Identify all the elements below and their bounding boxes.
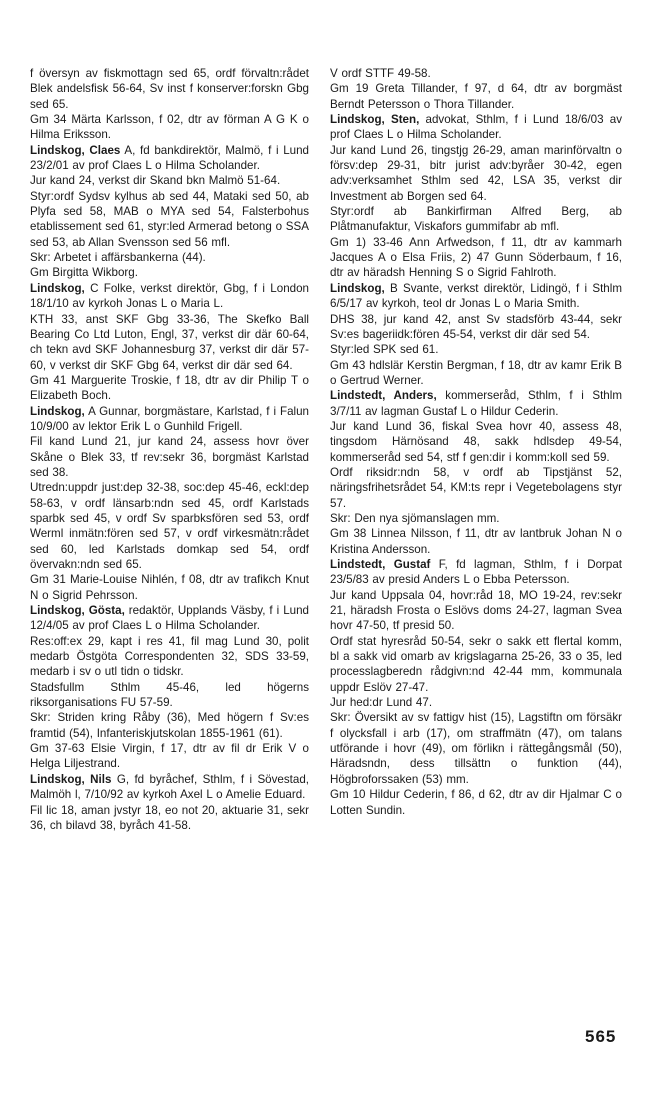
entry-name: Lindskog, bbox=[30, 281, 85, 295]
entry-name: Lindstedt, Anders, bbox=[330, 389, 437, 403]
entry-paragraph bbox=[30, 312, 309, 373]
entry-text: G, fd byråchef, Sthlm, f i Sövestad, Malmöh l, 7/10/92 av kyrkoh Axel L o Amelie Eduard. bbox=[30, 772, 310, 802]
entry-paragraph bbox=[330, 66, 622, 81]
entry-text: Gm 43 hdlslär Kerstin Bergman, f 18, dtr av kamr Erik B o Gertrud Werner. bbox=[330, 358, 622, 387]
page-number: 565 bbox=[585, 1027, 617, 1046]
entry-paragraph bbox=[30, 803, 309, 834]
entry-text: Gm 19 Greta Tillander, f 97, d 64, dtr av borgmäst Berndt Petersson o Thora Tillander. bbox=[330, 82, 622, 111]
entry-text: f översyn av fiskmottagn sed 65, ordf förvaltn:rådet Blek andelsfisk 56-64, Sv inst f konserver:forskn Gbg sed 65. bbox=[30, 67, 309, 111]
entry-text: A Gunnar, borgmästare, Karlstad, f i Falun 10/9/00 av lektor Erik L o Gunhild Frigell. bbox=[30, 404, 309, 433]
entry-text: A, fd bankdirektör, Malmö, f i Lund 23/2/01 av prof Claes L o Hilma Scholander. bbox=[30, 143, 309, 173]
entry-text: Jur kand Lund 36, fiskal Svea hovr 40, assess 48, tingsdom Härnösand 48, sakk hdlsdep 49-54, kommerseråd sed 54, stf f gen:dir i komm:koll sed 59. bbox=[330, 419, 622, 464]
entry-paragraph bbox=[30, 741, 309, 772]
entry-text: Res:off:ex 29, kapt i res 41, fil mag Lund 30, polit medarb Östgöta Correspondenten 32, SDS 33-59, medarb i sv o utl tidn o tidskr. bbox=[30, 634, 309, 679]
entry-text: Gm 1) 33-46 Ann Arfwedson, f 11, dtr av kammarh Jacques A o Elsa Friis, 2) 47 Gunn Söderbaum, f 16, dtr av häradsh Henning S o Sigrid Fahlroth. bbox=[330, 235, 622, 280]
entry-paragraph bbox=[330, 465, 622, 511]
entry-name: Lindskog, bbox=[330, 281, 385, 295]
entry-text: Fil lic 18, aman jvstyr 18, eo not 20, aktuarie 31, sekr 36, ch bilavd 38, byråch 41-58. bbox=[30, 803, 309, 832]
entry-paragraph bbox=[330, 358, 622, 389]
entry-text: Styr:led SPK sed 61. bbox=[330, 343, 439, 357]
entry-paragraph bbox=[330, 204, 622, 235]
entry-paragraph bbox=[330, 526, 622, 557]
left-column bbox=[30, 66, 309, 833]
entry-text: Gm 38 Linnea Nilsson, f 11, dtr av lantbruk Johan N o Kristina Andersson. bbox=[330, 527, 622, 556]
entry-text: Jur kand Lund 26, tingstjg 26-29, aman marinförvaltn o försv:dep 29-31, bitr jurist adv:byråer 30-42, egen adv:verksamhet Sthlm sed 42, LSA 35, verkst dir Investment ab Borgen sed 64. bbox=[330, 143, 622, 203]
entry-paragraph bbox=[30, 250, 309, 265]
entry-text: Jur hed:dr Lund 47. bbox=[330, 696, 433, 710]
entry-text: Gm Birgitta Wikborg. bbox=[30, 266, 138, 280]
entry-paragraph bbox=[330, 312, 622, 343]
entry-name: Lindskog, Claes bbox=[30, 143, 121, 157]
entry-paragraph bbox=[30, 66, 309, 112]
entry-text: Gm 10 Hildur Cederin, f 86, d 62, dtr av dir Hjalmar C o Lotten Sundin. bbox=[330, 788, 622, 817]
entry-text: Skr: Arbetet i affärsbankerna (44). bbox=[30, 251, 206, 265]
entry-paragraph bbox=[30, 680, 309, 711]
entry-text: Gm 34 Märta Karlsson, f 02, dtr av förman A G K o Hilma Eriksson. bbox=[30, 113, 309, 142]
entry-paragraph bbox=[330, 557, 622, 588]
entry-paragraph bbox=[30, 112, 309, 143]
entry-name: Lindstedt, Gustaf bbox=[330, 558, 431, 571]
entry-text: B Svante, verkst direktör, Lidingö, f i Sthlm 6/5/17 av kyrkoh, teol dr Jonas L o Maria Smith. bbox=[330, 281, 622, 311]
entry-paragraph bbox=[330, 511, 622, 526]
entry-paragraph bbox=[330, 634, 622, 695]
entry-text: Skr: Den nya sjömanslagen mm. bbox=[330, 511, 500, 525]
entry-text: F, fd lagman, Sthlm, f i Dorpat 23/5/83 av presid Anders L o Ebba Petersson. bbox=[330, 558, 622, 587]
entry-text: Jur kand Uppsala 04, hovr:råd 18, MO 19-24, rev:sekr 21, häradsh Frosta o Eslövs doms 24-27, lagman Svea hovr 47-50, tf presid 50. bbox=[330, 588, 622, 633]
entry-paragraph bbox=[330, 695, 622, 710]
entry-paragraph bbox=[330, 342, 622, 357]
entry-paragraph bbox=[330, 235, 622, 281]
entry-paragraph bbox=[330, 588, 622, 634]
entry-paragraph bbox=[30, 373, 309, 404]
entry-text: Styr:ordf ab Bankirfirman Alfred Berg, ab Plåtmanufaktur, Viskafors gummifabr ab mfl. bbox=[330, 205, 622, 234]
entry-text: Ordf stat hyresråd 50-54, sekr o sakk ett flertal komm, bl a sakk vid omarb av krigslagarna 25-26, 33 o 35, led processlagberedn rådgivn:nd 42-44 mm, kommunala uppdr Eslöv 27-47. bbox=[330, 634, 622, 694]
entry-paragraph bbox=[330, 710, 622, 787]
entry-paragraph bbox=[330, 112, 622, 143]
entry-name: Lindskog, Sten, bbox=[330, 113, 420, 127]
entry-text: Styr:ordf Sydsv kylhus ab sed 44, Mataki sed 50, ab Plyfa sed 58, MAB o MYA sed 54, Falsterbohus etablissement sed 61, styr:led Armerad betong o SSA sed 53, ab Allan Svensson sed 56 mfl. bbox=[30, 189, 309, 249]
entry-text: Ordf riksidr:ndn 58, v ordf ab Tipstjänst 52, näringsfrihetsrådet 54, KM:ts repr i Vegetebolagens styr 57. bbox=[330, 465, 622, 510]
entry-text: V ordf STTF 49-58. bbox=[330, 67, 431, 80]
entry-paragraph bbox=[30, 173, 309, 188]
entry-paragraph bbox=[30, 603, 309, 634]
right-column bbox=[330, 66, 622, 818]
entry-name: Lindskog, Gösta, bbox=[30, 604, 125, 618]
entry-paragraph bbox=[30, 772, 309, 803]
entry-paragraph bbox=[30, 189, 309, 250]
entry-text: Skr: Striden kring Råby (36), Med högern f Sv:es framtid (54), Infanteriskjutskolan 1855-1961 (61). bbox=[30, 711, 309, 740]
entry-text: Skr: Översikt av sv fattigv hist (15), Lagstiftn om försäkr f olycksfall i arb (17), om straffmätn (47), om talans utförande i hovr (49), om förlikn i rättegångsmål (50), Häradsndn, dess tillsättn o funktion (44), Högbroforssaken (53) mm. bbox=[330, 711, 622, 786]
entry-paragraph bbox=[30, 710, 309, 741]
entry-text: KTH 33, anst SKF Gbg 33-36, The Skefko Ball Bearing Co Ltd Luton, Engl, 37, verkst dir där 60-64, ch tekn avd SKF Johannesburg 37, verkst dir där 57-60, v verkst dir SKF Gbg 64, verkst dir där sed 64. bbox=[30, 312, 309, 372]
entry-paragraph bbox=[30, 634, 309, 680]
entry-paragraph bbox=[330, 419, 622, 465]
entry-text: C Folke, verkst direktör, Gbg, f i London 18/1/10 av kyrkoh Jonas L o Maria L. bbox=[30, 281, 309, 311]
entry-paragraph bbox=[330, 787, 622, 818]
entry-name: Lindskog, bbox=[30, 404, 85, 418]
entry-paragraph bbox=[30, 281, 309, 312]
entry-text: advokat, Sthlm, f i Lund 18/6/03 av prof Claes L o Hilma Scholander. bbox=[330, 113, 622, 142]
entry-paragraph bbox=[30, 265, 309, 280]
entry-paragraph bbox=[30, 143, 309, 174]
entry-text: redaktör, Upplands Väsby, f i Lund 12/4/05 av prof Claes L o Hilma Scholander. bbox=[30, 604, 309, 633]
entry-text: Gm 41 Marguerite Troskie, f 18, dtr av dir Philip T o Elizabeth Boch. bbox=[30, 373, 309, 403]
entry-paragraph bbox=[30, 572, 309, 603]
entry-text: Utredn:uppdr just:dep 32-38, soc:dep 45-46, eckl:dep 58-63, v ordf länsarb:ndn sed 45, ordf Karlstads sparbk sed 45, v ordf Sv sparbksfören sed 53, ordf Werml inmätn:fören sed 57, v ordf virkesmätn:rådet sed 60, led Karlstads domkap sed 54, ordf övervakn:ndn sed 65. bbox=[30, 481, 309, 571]
entry-paragraph bbox=[330, 81, 622, 112]
entry-text: DHS 38, jur kand 42, anst Sv stadsförb 43-44, sekr Sv:es bageriidk:fören 45-54, verkst dir där sed 54. bbox=[330, 312, 622, 341]
entry-paragraph bbox=[30, 434, 309, 480]
entry-paragraph bbox=[30, 404, 309, 435]
entry-text: Fil kand Lund 21, jur kand 24, assess hovr över Skåne o Blek 33, tf rev:sekr 36, borgmäst Karlstad sed 38. bbox=[30, 435, 309, 479]
entry-paragraph bbox=[330, 143, 622, 204]
entry-paragraph bbox=[30, 480, 309, 572]
entry-text: Jur kand 24, verkst dir Skand bkn Malmö 51-64. bbox=[30, 174, 281, 188]
entry-name: Lindskog, Nils bbox=[30, 772, 112, 786]
entry-paragraph bbox=[330, 281, 622, 312]
entry-text: Gm 37-63 Elsie Virgin, f 17, dtr av fil dr Erik V o Helga Liljestrand. bbox=[30, 742, 309, 771]
entry-text: kommerseråd, Sthlm, f i Sthlm 3/7/11 av lagman Gustaf L o Hildur Cederin. bbox=[330, 389, 622, 418]
entry-text: Gm 31 Marie-Louise Nihlén, f 08, dtr av trafikch Knut N o Sigrid Pehrsson. bbox=[30, 573, 309, 602]
entry-paragraph bbox=[330, 388, 622, 419]
entry-text: Stadsfullm Sthlm 45-46, led högerns riksorganisations FU 57-59. bbox=[30, 680, 309, 710]
